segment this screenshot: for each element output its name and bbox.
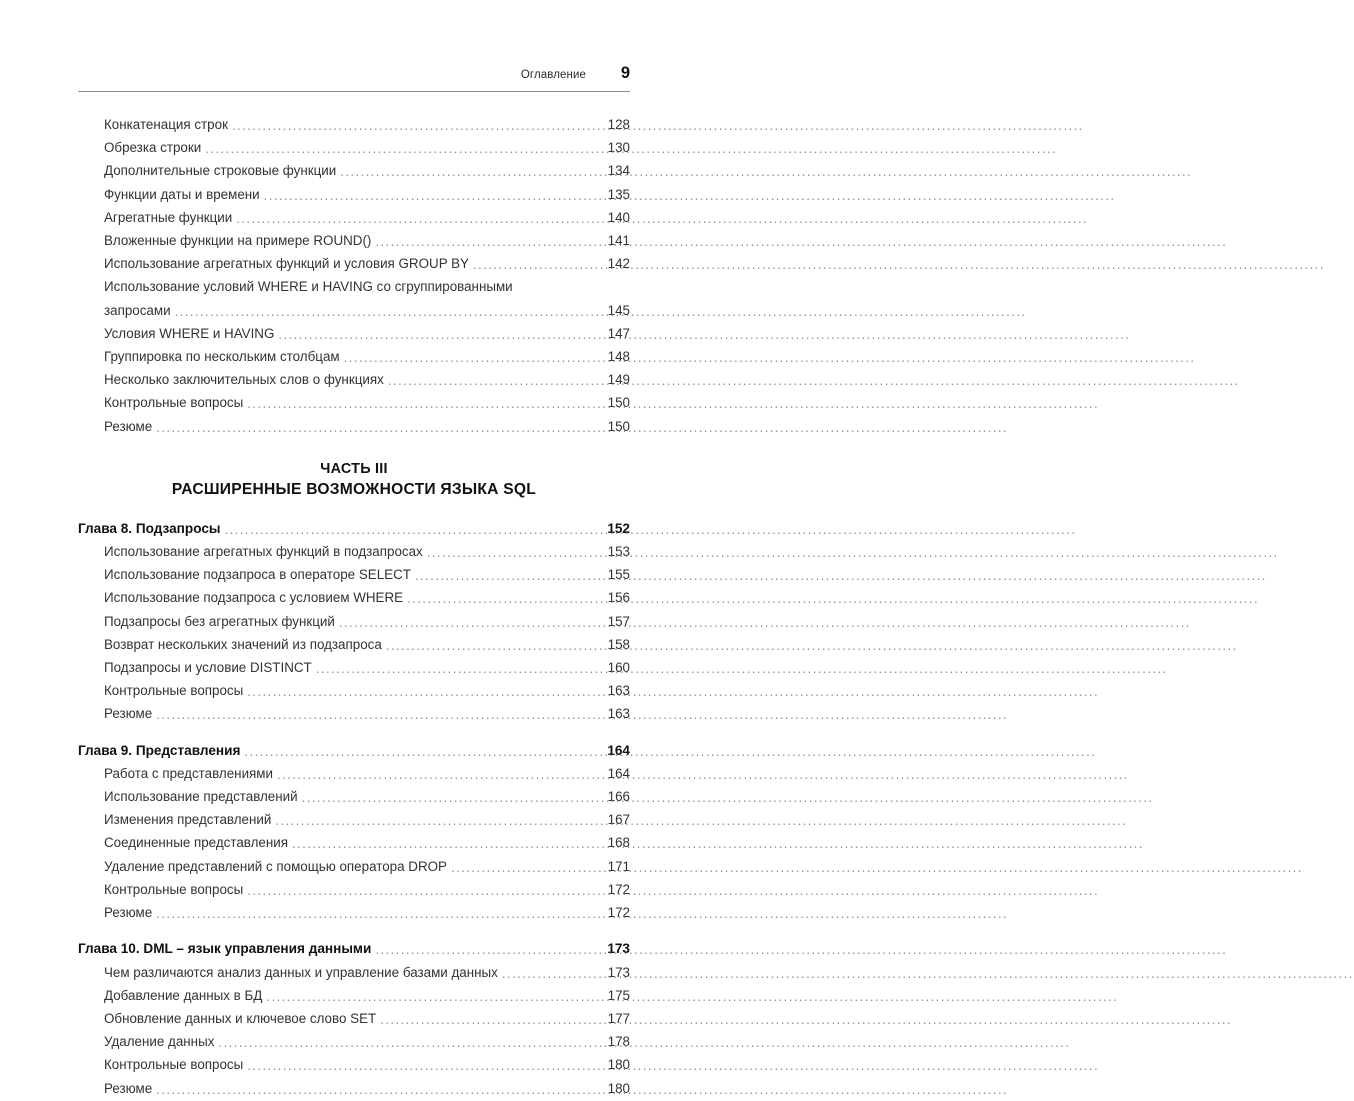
part-title: РАСШИРЕННЫЕ ВОЗМОЖНОСТИ ЯЗЫКА SQL	[171, 480, 537, 498]
dot-leader	[380, 1016, 596, 1030]
chapter-spacer	[78, 924, 630, 937]
toc-entry[interactable]	[104, 961, 630, 984]
toc-entry[interactable]	[104, 415, 630, 438]
toc-entry-page: 172	[607, 881, 630, 897]
dot-leader	[451, 864, 596, 878]
toc-entry-label: запросами	[104, 302, 171, 318]
toc-entry-label: Использование подзапроса в операторе SELECT	[104, 567, 411, 583]
toc-entry-page: 177	[607, 1010, 630, 1026]
toc-entry-label: Агрегатные функции	[104, 209, 233, 225]
dot-leader	[232, 122, 596, 136]
chapter-title: Глава 10. DML – язык управления данными	[78, 941, 372, 957]
toc-entry[interactable]	[104, 1053, 630, 1076]
chapter-title: Глава 8. Подзапросы	[78, 520, 221, 536]
dot-leader	[264, 192, 596, 206]
chapter-page: 164	[607, 742, 630, 758]
dot-leader	[247, 1063, 596, 1077]
part-number: ЧАСТЬ III	[320, 460, 388, 477]
toc-entry-label: Подзапросы и условие DISTINCT	[104, 660, 312, 676]
toc-entry-label: Резюме	[104, 706, 153, 722]
dot-leader	[302, 794, 596, 808]
dot-leader	[344, 354, 596, 368]
dot-leader	[247, 887, 596, 901]
chapter-title: Глава 9. Представления	[78, 742, 241, 758]
toc-entry-label: Контрольные вопросы	[104, 683, 244, 699]
toc-entry-page: 171	[607, 858, 630, 874]
dot-leader	[156, 424, 596, 438]
toc-entry[interactable]	[104, 586, 630, 609]
toc-entry[interactable]	[104, 368, 630, 391]
toc-entry-label: Резюме	[104, 418, 153, 434]
toc-entry-page: 158	[607, 636, 630, 652]
dot-leader	[156, 910, 596, 924]
toc-entry-label: Функции даты и времени	[104, 186, 260, 202]
toc-entry-page: 134	[607, 163, 630, 179]
dot-leader	[427, 549, 596, 563]
toc-entry[interactable]	[104, 540, 630, 563]
toc-entry-page: 140	[607, 209, 630, 225]
header-divider	[78, 91, 630, 92]
toc-entry-label: Обновление данных и ключевое слово SET	[104, 1010, 377, 1026]
toc-entry[interactable]	[104, 702, 630, 725]
toc-entry[interactable]	[104, 984, 630, 1007]
toc-entry[interactable]	[104, 1007, 630, 1030]
toc-entry[interactable]	[104, 391, 630, 414]
toc-entry-label: Использование агрегатных функций и условия GROUP BY	[104, 256, 469, 272]
toc-entry[interactable]	[104, 136, 630, 159]
toc-entry-label: Изменения представлений	[104, 812, 272, 828]
chapter-heading-row[interactable]	[78, 739, 630, 762]
chapter-block	[78, 517, 630, 726]
dot-leader	[236, 215, 596, 229]
toc-entry-label: Подзапросы без агрегатных функций	[104, 613, 335, 629]
toc-entry-label: Удаление представлений с помощью оператора DROP	[104, 858, 447, 874]
toc-entry-page: 166	[607, 789, 630, 805]
toc-entry-page: 155	[607, 567, 630, 583]
toc-entry[interactable]	[104, 563, 630, 586]
toc-entry-page: 172	[607, 905, 630, 921]
toc-entry-label: Резюме	[104, 905, 153, 921]
toc-entry[interactable]	[104, 159, 630, 182]
toc-entry-label: Использование подзапроса с условием WHERE	[104, 590, 404, 606]
chapter-heading-row[interactable]	[78, 937, 630, 960]
dot-leader	[386, 642, 596, 656]
toc-entry-page: 147	[607, 325, 630, 341]
toc-entry-label: Вложенные функции на примере ROUND()	[104, 233, 372, 249]
toc-entry[interactable]	[104, 878, 630, 901]
toc-entry[interactable]	[104, 206, 630, 229]
toc-entry-label: Резюме	[104, 1080, 153, 1096]
toc-entry-wrapped-first-line[interactable]	[104, 275, 630, 298]
toc-entry-page: 135	[607, 186, 630, 202]
header-page-number: 9	[620, 64, 630, 82]
toc-entry-label: Конкатенация строк	[104, 117, 228, 132]
dot-leader	[156, 1086, 596, 1100]
toc-body	[78, 113, 630, 1100]
toc-entry-label: Использование представлений	[104, 789, 298, 805]
dot-leader	[339, 619, 596, 633]
toc-entry-page: 164	[607, 765, 630, 781]
dot-leader	[375, 947, 599, 961]
toc-entry-page: 145	[607, 302, 630, 318]
dot-leader	[247, 688, 596, 702]
dot-leader	[278, 331, 596, 345]
toc-entry-page: 175	[607, 987, 630, 1003]
running-header	[78, 64, 630, 83]
dot-leader	[266, 993, 596, 1007]
toc-entry-page: 156	[607, 590, 630, 606]
dot-leader	[316, 665, 596, 679]
toc-entry-page: 178	[607, 1034, 630, 1050]
toc-entry-label: Использование условий WHERE и HAVING со сгруппированными	[104, 279, 513, 295]
dot-leader	[175, 308, 596, 322]
toc-entry-label: Несколько заключительных слов о функциях	[104, 372, 384, 388]
toc-entry[interactable]	[104, 1077, 630, 1100]
dot-leader	[244, 748, 599, 762]
toc-entry-page: 167	[607, 812, 630, 828]
chapter-page: 173	[607, 941, 630, 957]
toc-entry-label: Добавление данных в БД	[104, 987, 263, 1003]
toc-entry-page: 153	[607, 544, 630, 560]
dot-leader	[277, 771, 596, 785]
toc-entry-page: 160	[607, 660, 630, 676]
toc-entry[interactable]	[104, 1030, 630, 1053]
toc-entry[interactable]	[104, 679, 630, 702]
toc-entry-wrapped-second-line[interactable]	[104, 299, 630, 322]
header-title: Оглавление	[520, 69, 586, 81]
chapter-page: 152	[607, 520, 630, 536]
toc-entry-page: 163	[607, 706, 630, 722]
toc-entry-page: 128	[607, 117, 630, 132]
toc-entry[interactable]	[104, 808, 630, 831]
toc-entry-label: Чем различаются анализ данных и управление базами данных	[104, 964, 498, 980]
toc-entry[interactable]	[104, 762, 630, 785]
dot-leader	[292, 841, 596, 855]
dot-leader	[473, 261, 596, 275]
toc-entry-page: 157	[607, 613, 630, 629]
dot-leader	[275, 817, 596, 831]
dot-leader	[218, 1039, 596, 1053]
chapter-heading-row[interactable]	[78, 517, 630, 540]
toc-entry-label: Использование агрегатных функций в подзапросах	[104, 544, 423, 560]
toc-entry-label: Обрезка строки	[104, 140, 202, 156]
dot-leader	[517, 285, 596, 299]
toc-entry-page: 149	[607, 372, 630, 388]
dot-leader	[225, 526, 600, 540]
toc-entry[interactable]	[104, 855, 630, 878]
toc-entry-label: Контрольные вопросы	[104, 395, 244, 411]
chapter-block	[78, 937, 630, 1099]
chapter-block	[78, 739, 630, 925]
toc-entry-page: 150	[607, 395, 630, 411]
toc-entry-label: Удаление данных	[104, 1034, 215, 1050]
toc-entry[interactable]	[104, 656, 630, 679]
toc-entry-label: Группировка по нескольким столбцам	[104, 349, 340, 365]
toc-entry[interactable]	[104, 113, 630, 136]
toc-entry-label: Условия WHERE и HAVING	[104, 325, 275, 341]
dot-leader	[388, 377, 596, 391]
dot-leader	[407, 596, 596, 610]
toc-entry[interactable]	[104, 345, 630, 368]
toc-entry[interactable]	[104, 610, 630, 633]
dot-leader	[156, 712, 596, 726]
toc-entry-label: Соединенные представления	[104, 835, 288, 851]
toc-entry[interactable]	[104, 183, 630, 206]
toc-entry[interactable]	[104, 831, 630, 854]
toc-entry[interactable]	[104, 322, 630, 345]
toc-entry-label: Работа с представлениями	[104, 765, 273, 781]
toc-entry-page: 163	[607, 683, 630, 699]
part-heading	[78, 460, 630, 500]
toc-entry[interactable]	[104, 229, 630, 252]
toc-entry[interactable]	[104, 901, 630, 924]
toc-entry-page: 142	[607, 256, 630, 272]
toc-entry-page: 180	[607, 1057, 630, 1073]
dot-leader	[205, 145, 596, 159]
dot-leader	[375, 238, 596, 252]
chapter-spacer	[78, 726, 630, 739]
toc-entry-page: 130	[607, 140, 630, 156]
toc-entry-page: 141	[607, 233, 630, 249]
toc-entry-page: 180	[607, 1080, 630, 1096]
toc-entry[interactable]	[104, 633, 630, 656]
toc-section-top	[78, 113, 630, 438]
toc-entry-label: Контрольные вопросы	[104, 881, 244, 897]
toc-entry-page: 173	[607, 964, 630, 980]
dot-leader	[340, 169, 596, 183]
toc-entry-label: Контрольные вопросы	[104, 1057, 244, 1073]
toc-entry[interactable]	[104, 785, 630, 808]
toc-entry-label: Возврат нескольких значений из подзапроса	[104, 636, 382, 652]
dot-leader	[415, 572, 596, 586]
toc-entry-page: 148	[607, 349, 630, 365]
toc-entry[interactable]	[104, 252, 630, 275]
toc-entry-label: Дополнительные строковые функции	[104, 163, 337, 179]
toc-entry-page: 150	[607, 418, 630, 434]
dot-leader	[502, 970, 596, 984]
toc-entry-page: 168	[607, 835, 630, 851]
dot-leader	[247, 401, 596, 415]
